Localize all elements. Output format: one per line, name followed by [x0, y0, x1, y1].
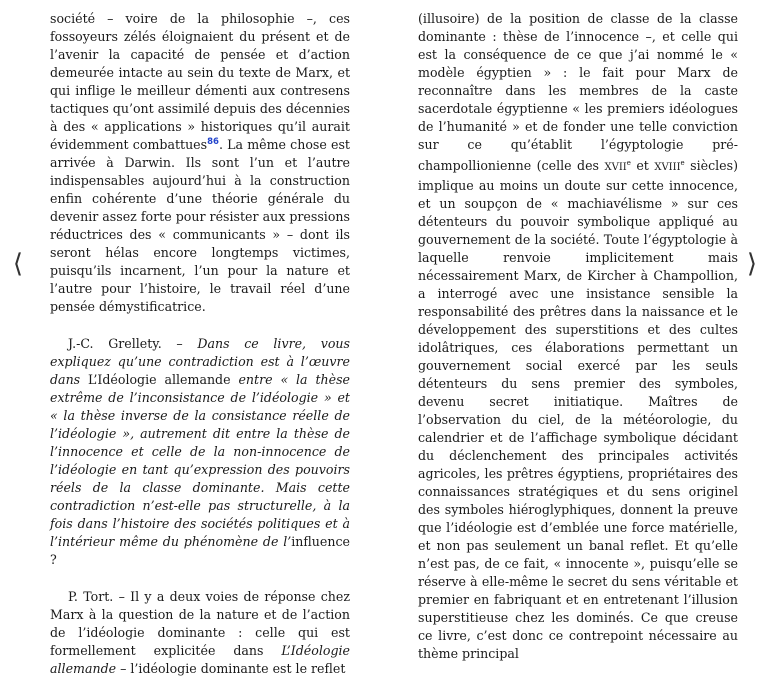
paragraph-text: . La même chose est arrivée à Darwin. Ils sont l’un et l’autre indispensables aujourd’hui à la construction enfin cohérente d’une théorie générale du devenir assez forte pour résister aux pressions réductrices des « communicants » – dont ils seront hélas encore longtemps victimes, puisqu’ils incarnent, l’un pour la nature et l’autre pour l’histoire, le travail réel d’une pensée démystificatrice. — [50, 137, 350, 314]
answer-text: P. Tort. – Il y a deux voies de réponse chez Marx à la question de la nature et de l’action de l’idéologie dominante : celle qui est formellement explicitée dans — [50, 589, 350, 658]
paragraph-continued — [418, 10, 738, 663]
speaker-label: J.-C. Grellety. – — [68, 336, 183, 351]
right-page — [418, 10, 738, 663]
next-page-arrow-icon[interactable]: ⟩ — [746, 249, 758, 279]
footnote-link[interactable]: 86 — [207, 136, 219, 147]
book-title: L’Idéologie allemande — [88, 372, 231, 387]
paragraph-text: et — [630, 158, 655, 174]
question-text: Dans ce livre, vous expliquez qu’une contradiction est à l’œuvre dans — [50, 336, 350, 387]
paragraph-text: (illusoire) de la position de classe de la classe dominante : thèse de l’innocence –, et celle qui est la conséquence de ce que j’ai nommé le « modèle égyptien » : le fait pour Marx de reconnaître dans les membres de la caste sacerdotale égyptienne « les premiers idéologues de l’humanité » et de fonder une telle conviction sur ce qu’établit l’égyptologie pré-champollionienne (celle des — [418, 11, 738, 174]
left-page — [50, 10, 350, 678]
book-title: L’Idéologie allemande — [50, 643, 350, 676]
question-text-end: influence ? — [50, 534, 350, 567]
ordinal-suffix: e — [626, 159, 631, 167]
century-numeral: XVIII — [654, 162, 681, 174]
ordinal-suffix: e — [680, 159, 685, 167]
interview-answer — [50, 588, 350, 678]
century-numeral: XVII — [604, 162, 627, 174]
previous-page-arrow-icon[interactable]: ⟨ — [12, 249, 24, 279]
paragraph-text: société – voire de la philosophie –, ces fossoyeurs zélés éloignaient du présent et de l’avenir la capacité de pensée et d’action demeurée intacte au sein du texte de Marx, et qui inflige le meilleur démenti aux contresens tactiques qu’ont assimilé depuis des décennies à des « applications » historiques qu’il aurait évidemment combattues — [50, 11, 350, 152]
paragraph-continued — [50, 10, 350, 316]
answer-text: – l’idéologie dominante est le reflet — [116, 661, 346, 676]
paragraph-text: siècles) implique au moins un doute sur cette innocence, et un soupçon de « machiavélisme » sur ces détenteurs du pouvoir symbolique appliqué au gouvernement de la société. Toute l’égyptologie à laquelle renvoie implicitement mais nécessairement Marx, de Kircher à Champollion, a interrogé avec une insistance sensible la responsabilité des prêtres dans la naissance et le développement des superstitions et des cultes idolâtriques, ces élaborations permettant un gouvernement social exercé par les seuls détenteurs du sens premier des symboles, devenu secret initiatique. Maîtres de l’observation du ciel, de la météorologie, du calendrier et de l’affichage symbolique décidant du déclenchement des principales activités agricoles, les prêtres égyptiens, propriétaires des connaissances stratégiques et du sens originel des symboles hiéroglyphiques, donnent la preuve que l’idéologie est d’emblée une force matérielle, et non pas seulement un banal reflet. Et qu’elle n’est pas, de ce fait, « innocente », puisqu’elle se réserve à elle-même le secret du sens véritable et premier en fabriquant et en entretenant l’illusion superstitieuse chez les dominés. Ce que creuse ce livre, c’est donc ce contrepoint nécessaire au thème principal — [418, 158, 739, 662]
question-text: entre « la thèse extrême de l’inconsistance de l’idéologie » et « la thèse inverse de la consistance réelle de l’idéologie », autrement dit entre la thèse de l’innocence et celle de la non-innocence de l’idéologie en tant qu’expression des pouvoirs réels de la classe dominante. Mais cette contradiction n’est-elle pas structurelle, à la fois dans l’histoire des sociétés politiques et à l’intérieur même du phénomène de l’ — [50, 372, 350, 549]
interview-question — [50, 335, 350, 569]
